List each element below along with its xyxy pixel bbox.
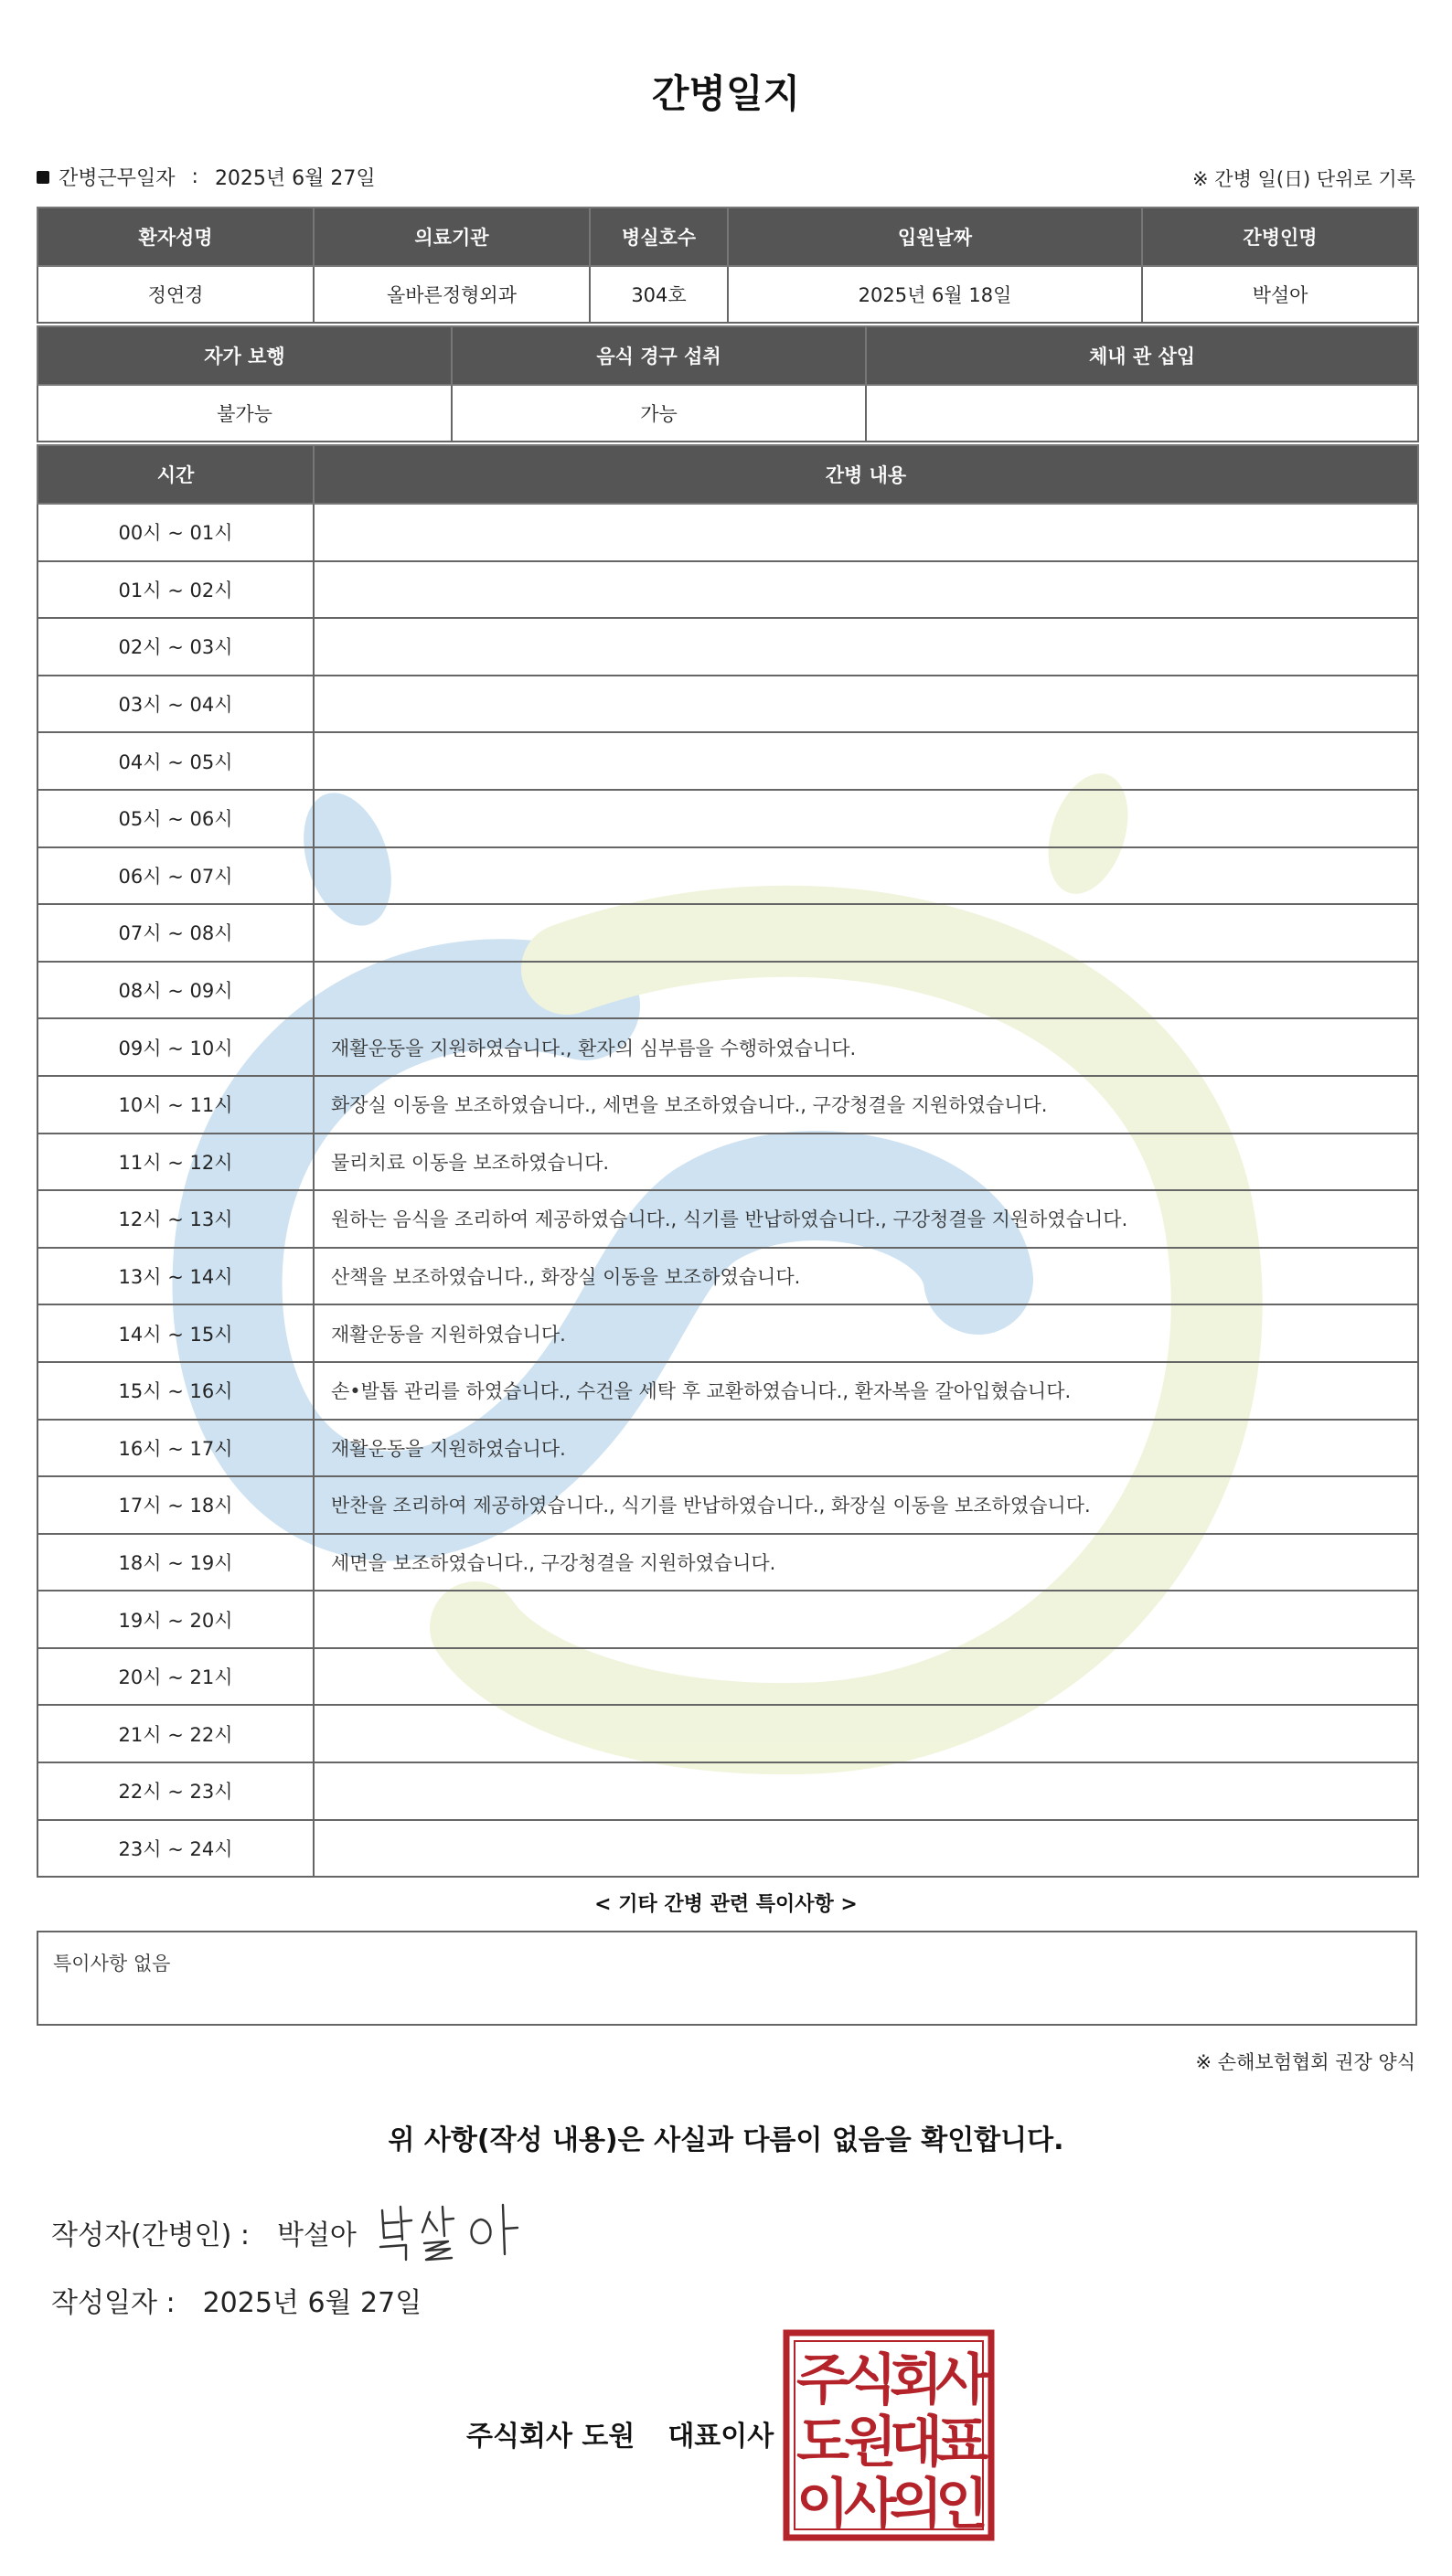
time-slot: 19시 ~ 20시	[37, 1591, 314, 1648]
recommendation-note: ※ 손해보험협회 권장 양식	[1195, 2051, 1415, 2073]
schedule-row	[37, 676, 1418, 733]
care-content: 재활운동을 지원하였습니다., 환자의 심부름을 수행하였습니다.	[314, 1018, 1418, 1076]
care-content: 산책을 보조하였습니다., 화장실 이동을 보조하였습니다.	[314, 1248, 1418, 1305]
care-schedule-table	[37, 444, 1419, 1878]
schedule-row	[37, 504, 1418, 561]
care-content	[314, 847, 1418, 905]
schedule-row	[37, 1476, 1418, 1534]
care-content	[314, 904, 1418, 962]
work-date-separator: :	[191, 165, 198, 188]
author-label: 작성자(간병인) :	[51, 2219, 250, 2251]
time-slot: 21시 ~ 22시	[37, 1705, 314, 1762]
header-room: 병실호수	[590, 208, 728, 266]
schedule-row	[37, 1420, 1418, 1477]
schedule-row	[37, 1304, 1418, 1362]
time-slot: 12시 ~ 13시	[37, 1190, 314, 1248]
notes-box	[37, 1931, 1417, 2026]
svg-text:의: 의	[890, 2473, 943, 2537]
time-slot: 18시 ~ 19시	[37, 1534, 314, 1591]
status-header-row	[37, 326, 1418, 385]
work-date-label: 간병근무일자	[59, 167, 176, 190]
company-seal-stamp	[783, 2329, 995, 2541]
time-slot: 08시 ~ 09시	[37, 962, 314, 1019]
schedule-row	[37, 1248, 1418, 1305]
status-value-row	[37, 385, 1418, 442]
self-walking-value: 불가능	[37, 385, 452, 442]
svg-text:대: 대	[890, 2411, 943, 2475]
caregiver-name: 박설아	[1142, 266, 1418, 323]
patient-info-value-row	[37, 266, 1418, 323]
room-number: 304호	[590, 266, 728, 323]
schedule-row	[37, 618, 1418, 676]
schedule-row	[37, 1134, 1418, 1191]
author-line	[51, 2212, 357, 2252]
time-slot: 03시 ~ 04시	[37, 676, 314, 733]
time-slot: 05시 ~ 06시	[37, 790, 314, 847]
schedule-row	[37, 732, 1418, 790]
schedule-row	[37, 1018, 1418, 1076]
svg-text:도: 도	[796, 2411, 849, 2475]
date-label: 작성일자 :	[51, 2287, 176, 2319]
schedule-row	[37, 1534, 1418, 1591]
svg-text:식: 식	[844, 2348, 897, 2412]
schedule-row	[37, 1076, 1418, 1134]
hospital-name: 올바른정형외과	[314, 266, 590, 323]
time-slot: 09시 ~ 10시	[37, 1018, 314, 1076]
schedule-row	[37, 1705, 1418, 1762]
time-slot: 10시 ~ 11시	[37, 1076, 314, 1134]
time-slot: 16시 ~ 17시	[37, 1420, 314, 1477]
schedule-row	[37, 1762, 1418, 1820]
patient-name: 정연경	[37, 266, 314, 323]
care-content	[314, 676, 1418, 733]
header-self-walking: 자가 보행	[37, 326, 452, 385]
care-content	[314, 561, 1418, 619]
time-slot: 20시 ~ 21시	[37, 1648, 314, 1706]
time-slot: 11시 ~ 12시	[37, 1134, 314, 1191]
svg-text:표: 표	[935, 2411, 988, 2475]
header-caregiver-name: 간병인명	[1142, 208, 1418, 266]
svg-text:주: 주	[796, 2348, 849, 2412]
svg-text:인: 인	[935, 2473, 988, 2537]
notes-title: < 기타 간병 관련 특이사항 >	[594, 1893, 858, 1916]
patient-status-table	[37, 325, 1419, 442]
notes-content: 특이사항 없음	[53, 1953, 171, 1975]
care-content	[314, 1591, 1418, 1648]
schedule-row	[37, 1190, 1418, 1248]
time-slot: 15시 ~ 16시	[37, 1362, 314, 1420]
care-content: 재활운동을 지원하였습니다.	[314, 1304, 1418, 1362]
care-content	[314, 790, 1418, 847]
care-content	[314, 1705, 1418, 1762]
schedule-row	[37, 904, 1418, 962]
date-line	[51, 2280, 422, 2320]
time-slot: 01시 ~ 02시	[37, 561, 314, 619]
care-content: 손•발톱 관리를 하였습니다., 수건을 세탁 후 교환하였습니다., 환자복을 갈아입혔습니다.	[314, 1362, 1418, 1420]
schedule-header-row	[37, 445, 1418, 504]
patient-info-header-row	[37, 208, 1418, 266]
care-content	[314, 1762, 1418, 1820]
care-content	[314, 504, 1418, 561]
time-slot: 22시 ~ 23시	[37, 1762, 314, 1820]
company-name: 주식회사 도원	[466, 2421, 635, 2453]
header-care-content: 간병 내용	[314, 445, 1418, 504]
date-value: 2025년 6월 27일	[202, 2287, 422, 2319]
time-slot: 14시 ~ 15시	[37, 1304, 314, 1362]
schedule-row	[37, 1591, 1418, 1648]
confirmation-statement: 위 사항(작성 내용)은 사실과 다름이 없음을 확인합니다.	[388, 2124, 1064, 2156]
care-content	[314, 618, 1418, 676]
svg-text:사: 사	[844, 2473, 897, 2537]
svg-text:사: 사	[935, 2348, 988, 2412]
handwritten-signature	[366, 2194, 549, 2267]
care-content	[314, 1820, 1418, 1878]
header-tube-insertion: 체내 관 삽입	[866, 326, 1418, 385]
svg-text:이: 이	[796, 2473, 849, 2537]
admission-date: 2025년 6월 18일	[728, 266, 1142, 323]
care-content: 물리치료 이동을 보조하였습니다.	[314, 1134, 1418, 1191]
svg-text:원: 원	[844, 2411, 897, 2475]
header-time: 시간	[37, 445, 314, 504]
svg-text:회: 회	[890, 2348, 943, 2412]
care-content: 세면을 보조하였습니다., 구강청결을 지원하였습니다.	[314, 1534, 1418, 1591]
company-line	[466, 2413, 774, 2454]
time-slot: 23시 ~ 24시	[37, 1820, 314, 1878]
schedule-row	[37, 962, 1418, 1019]
care-content	[314, 732, 1418, 790]
schedule-row	[37, 847, 1418, 905]
header-admission-date: 입원날짜	[728, 208, 1142, 266]
work-date-value: 2025년 6월 27일	[214, 167, 376, 190]
page-title: 간병일지	[651, 71, 801, 116]
schedule-row	[37, 1648, 1418, 1706]
time-slot: 06시 ~ 07시	[37, 847, 314, 905]
oral-intake-value: 가능	[452, 385, 866, 442]
header-hospital: 의료기관	[314, 208, 590, 266]
care-content: 화장실 이동을 보조하였습니다., 세면을 보조하였습니다., 구강청결을 지원하였습니다.	[314, 1076, 1418, 1134]
time-slot: 00시 ~ 01시	[37, 504, 314, 561]
bullet-square-icon	[37, 171, 49, 184]
schedule-row	[37, 790, 1418, 847]
unit-note: ※ 간병 일(日) 단위로 기록	[1192, 168, 1415, 190]
care-content: 재활운동을 지원하였습니다.	[314, 1420, 1418, 1477]
time-slot: 04시 ~ 05시	[37, 732, 314, 790]
care-content: 원하는 음식을 조리하여 제공하였습니다., 식기를 반납하였습니다., 구강청결을 지원하였습니다.	[314, 1190, 1418, 1248]
time-slot: 02시 ~ 03시	[37, 618, 314, 676]
representative-title: 대표이사	[667, 2421, 774, 2453]
time-slot: 17시 ~ 18시	[37, 1476, 314, 1534]
care-content	[314, 962, 1418, 1019]
schedule-row	[37, 561, 1418, 619]
schedule-row	[37, 1820, 1418, 1878]
schedule-row	[37, 1362, 1418, 1420]
header-oral-intake: 음식 경구 섭취	[452, 326, 866, 385]
time-slot: 07시 ~ 08시	[37, 904, 314, 962]
patient-info-table	[37, 207, 1419, 324]
tube-insertion-value	[866, 385, 1418, 442]
header-patient-name: 환자성명	[37, 208, 314, 266]
care-content	[314, 1648, 1418, 1706]
care-content: 반찬을 조리하여 제공하였습니다., 식기를 반납하였습니다., 화장실 이동을 보조하였습니다.	[314, 1476, 1418, 1534]
author-name: 박설아	[276, 2219, 357, 2251]
work-date	[37, 163, 376, 191]
time-slot: 13시 ~ 14시	[37, 1248, 314, 1305]
